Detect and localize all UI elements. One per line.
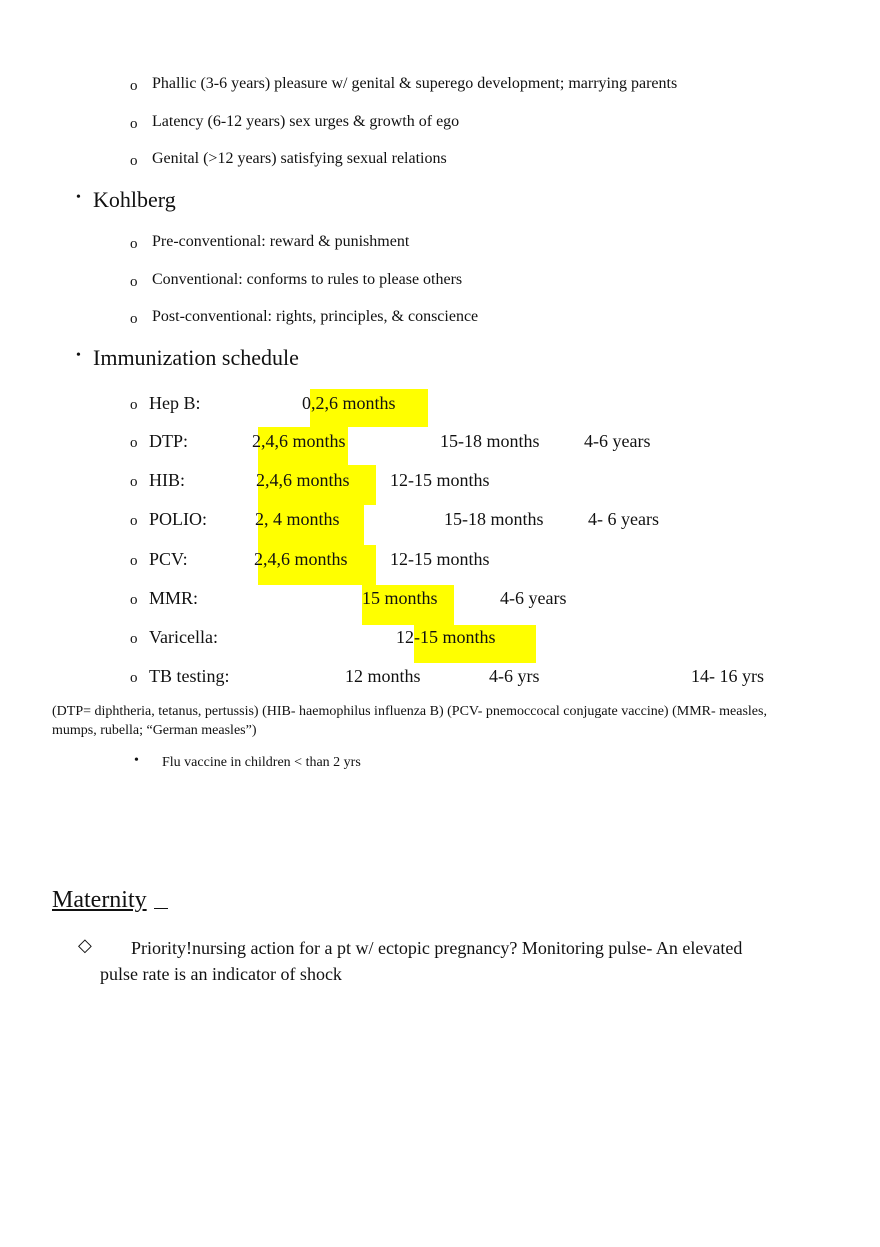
list-bullet: o [130, 236, 138, 252]
list-bullet: o [130, 311, 138, 327]
schedule-cell: 2,4,6 months [256, 470, 350, 490]
list-bullet: o [130, 153, 138, 169]
maternity-heading: Maternity [52, 887, 147, 913]
kohlberg-heading: Kohlberg [93, 187, 176, 212]
schedule-cell: 4-6 years [584, 431, 651, 451]
freud-stage-genital: Genital (>12 years) satisfying sexual relations [152, 150, 447, 167]
vaccine-name-dtp: DTP: [149, 431, 189, 451]
schedule-cell: 0,2,6 months [302, 393, 396, 413]
maternity-note [100, 935, 760, 987]
kohlberg-item: Conventional: conforms to rules to please others [152, 271, 463, 288]
maternity-note-text: Priority!nursing action for a pt w/ ectopic pregnancy? Monitoring pulse- An elevated pulse rate is an indicator of shock [100, 938, 743, 984]
schedule-cell: 2,4,6 months [252, 431, 346, 451]
list-bullet: • [134, 753, 139, 768]
schedule-cell: 12-15 months [396, 627, 496, 647]
list-bullet: o [130, 116, 138, 132]
schedule-cell: 14- 16 yrs [691, 666, 764, 686]
schedule-cell: 15 months [362, 588, 438, 608]
schedule-cell: 12-15 months [390, 470, 490, 490]
list-bullet: o [130, 592, 138, 608]
vaccine-name-polio: POLIO: [149, 509, 207, 529]
freud-stage-latency: Latency (6-12 years) sex urges & growth of ego [152, 113, 460, 130]
abbreviation-footnote: (DTP= diphtheria, tetanus, pertussis) (HIB- haemophilus influenza B) (PCV- pnemoccocal conjugate vaccine) (MMR- measles, mumps, rubella; “German measles”) [52, 704, 767, 738]
schedule-cell: 15-18 months [444, 509, 544, 529]
freud-stage-phallic: Phallic (3-6 years) pleasure w/ genital & superego development; marrying parents [152, 75, 678, 92]
schedule-cell: 2,4,6 months [254, 549, 348, 569]
schedule-cell: 15-18 months [440, 431, 540, 451]
section-bullet: • [76, 348, 81, 363]
vaccine-name-hib: HIB: [149, 470, 185, 490]
heading-underline-trail [154, 908, 168, 909]
list-bullet: o [130, 670, 138, 686]
vaccine-name-varicella: Varicella: [149, 627, 218, 647]
flu-vaccine-note: Flu vaccine in children < than 2 yrs [162, 755, 361, 770]
list-bullet: o [130, 513, 138, 529]
list-bullet: o [130, 553, 138, 569]
section-bullet: • [76, 190, 81, 205]
schedule-cell: 12 months [345, 666, 421, 686]
list-bullet: o [130, 631, 138, 647]
list-bullet: o [130, 397, 138, 413]
schedule-cell: 12-15 months [390, 549, 490, 569]
kohlberg-item: Pre-conventional: reward & punishment [152, 233, 410, 250]
immunization-heading: Immunization schedule [93, 345, 299, 370]
list-bullet: o [130, 78, 138, 94]
schedule-cell: 2, 4 months [255, 509, 340, 529]
vaccine-name-tb: TB testing: [149, 666, 230, 686]
vaccine-name-mmr: MMR: [149, 588, 199, 608]
vaccine-name-hepb: Hep B: [149, 393, 201, 413]
schedule-cell: 4-6 yrs [489, 666, 540, 686]
vaccine-name-pcv: PCV: [149, 549, 188, 569]
kohlberg-item: Post-conventional: rights, principles, & conscience [152, 308, 479, 325]
list-bullet: o [130, 274, 138, 290]
list-bullet: o [130, 474, 138, 490]
schedule-cell: 4- 6 years [588, 509, 659, 529]
schedule-cell: 4-6 years [500, 588, 567, 608]
list-bullet: o [130, 435, 138, 451]
diamond-bullet-icon: ◇ [78, 935, 92, 955]
